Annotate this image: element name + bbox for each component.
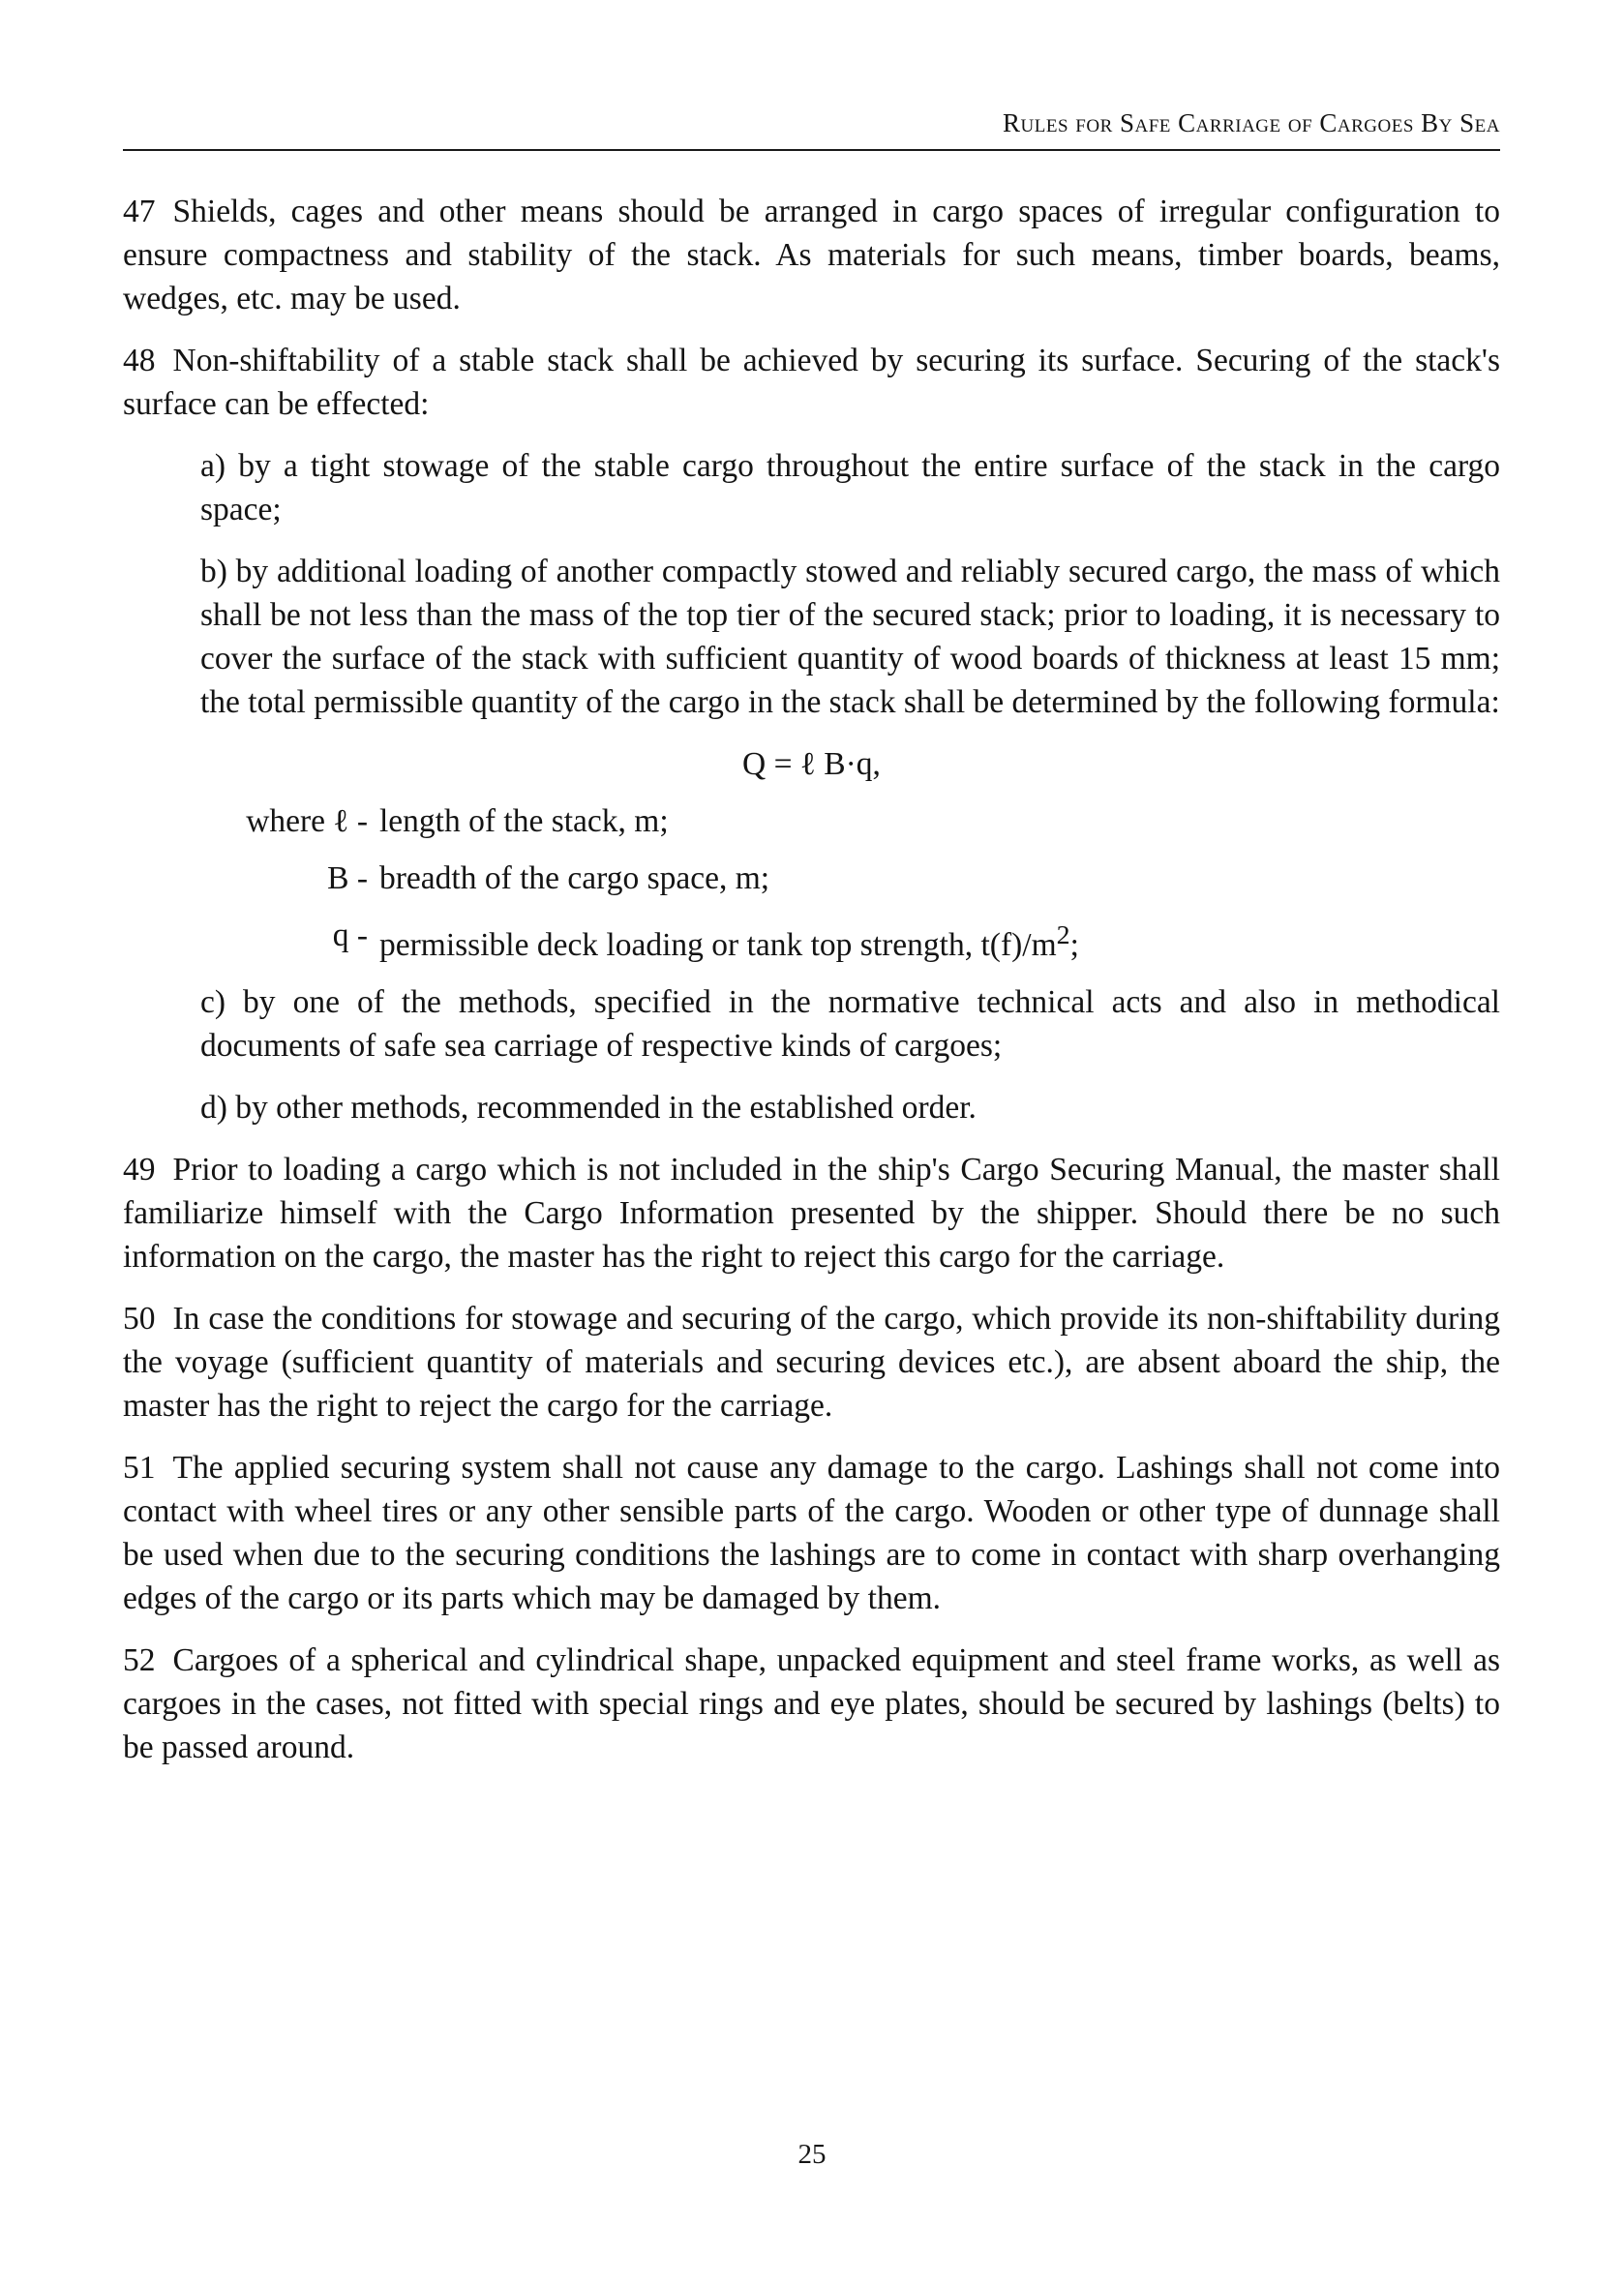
paragraph-text: The applied securing system shall not cause any damage to the cargo. Lashings shall not come into contact with wheel tires or any other sensible parts of the cargo. Wooden or other type of dunnage shall be used when due to the securing conditions the lashings are to come in contact with sharp overhanging edges of the cargo or its parts which may be damaged by them. [123,1450,1500,1617]
paragraph-49 [123,1148,1500,1278]
paragraph-51 [123,1446,1500,1620]
definition-body: permissible deck loading or tank top strength, t(f)/m [379,927,1057,964]
paragraph-text: Shields, cages and other means should be arranged in cargo spaces of irregular configuration to ensure compactness and stability of the stack. As materials for such means, timber boards, beams, wedges, etc. may be used. [123,194,1500,316]
definition-text: length of the stack, m; [379,803,669,839]
definition-symbol: q - [332,917,368,953]
list-item-b: b) by additional loading of another compactly stowed and reliably secured cargo, the mass of which shall be not less than the mass of the top tier of the secured stack; prior to loading, it is necessary to cover the surface of the stack with sufficient quantity of wood boards of thickness at least 15 mm; the total permissible quantity of the cargo in the stack shall be determined by the following formula: [200,554,1500,720]
definition-symbol: B - [327,860,368,896]
page-number: 25 [797,2139,827,2170]
definition-symbol: where ℓ - [246,803,368,839]
paragraph-number: 52 [123,1642,156,1679]
page-content [123,190,1500,1788]
paragraph-text: Non-shiftability of a stable stack shall be achieved by securing its surface. Securing of the stack's surface can be effected: [123,343,1500,422]
paragraph-text: In case the conditions for stowage and securing of the cargo, which provide its non-shiftability during the voyage (sufficient quantity of materials and securing devices etc.), are absent aboard the ship, the master has the right to reject the cargo for the carriage. [123,1301,1500,1425]
definition-text [379,914,1500,967]
paragraph-number: 51 [123,1450,156,1487]
header-rule [123,149,1500,151]
paragraph-text: Cargoes of a spherical and cylindrical shape, unpacked equipment and steel frame works, as well as cargoes in the cases, not fitted with special rings and eye plates, should be secured by lashings (belts) to be passed around. [123,1642,1500,1766]
definition-text: breadth of the cargo space, m; [379,860,770,896]
paragraph-number: 49 [123,1152,156,1188]
paragraph-48 [123,339,1500,426]
paragraph-47 [123,190,1500,320]
definition-q [200,914,1500,967]
paragraph-number: 48 [123,343,156,378]
running-header: Rules for Safe Carriage of Cargoes By Sea [1003,108,1500,137]
list-item-d: d) by other methods, recommended in the established order. [200,1090,977,1127]
definition-tail: ; [1069,927,1079,964]
paragraph-50 [123,1297,1500,1428]
paragraph-text: Prior to loading a cargo which is not included in the ship's Cargo Securing Manual, the master shall familiarize himself with the Cargo Information presented by the shipper. Should there be no such information on the cargo, the master has the right to reject this cargo for the carriage. [123,1152,1500,1276]
definition-b [200,857,1500,900]
formula-definitions [200,799,1500,967]
list-item-c: c) by one of the methods, specified in the normative technical acts and also in methodical documents of safe sea carriage of respective kinds of cargoes; [200,984,1500,1065]
paragraph-number: 47 [123,194,156,229]
paragraph-52 [123,1639,1500,1769]
list-item-a: a) by a tight stowage of the stable cargo throughout the entire surface of the stack in the cargo space; [200,448,1500,527]
superscript: 2 [1056,920,1070,950]
paragraph-number: 50 [123,1301,156,1338]
formula: Q = ℓ B·q, [742,746,881,782]
definition-l [200,799,1500,843]
